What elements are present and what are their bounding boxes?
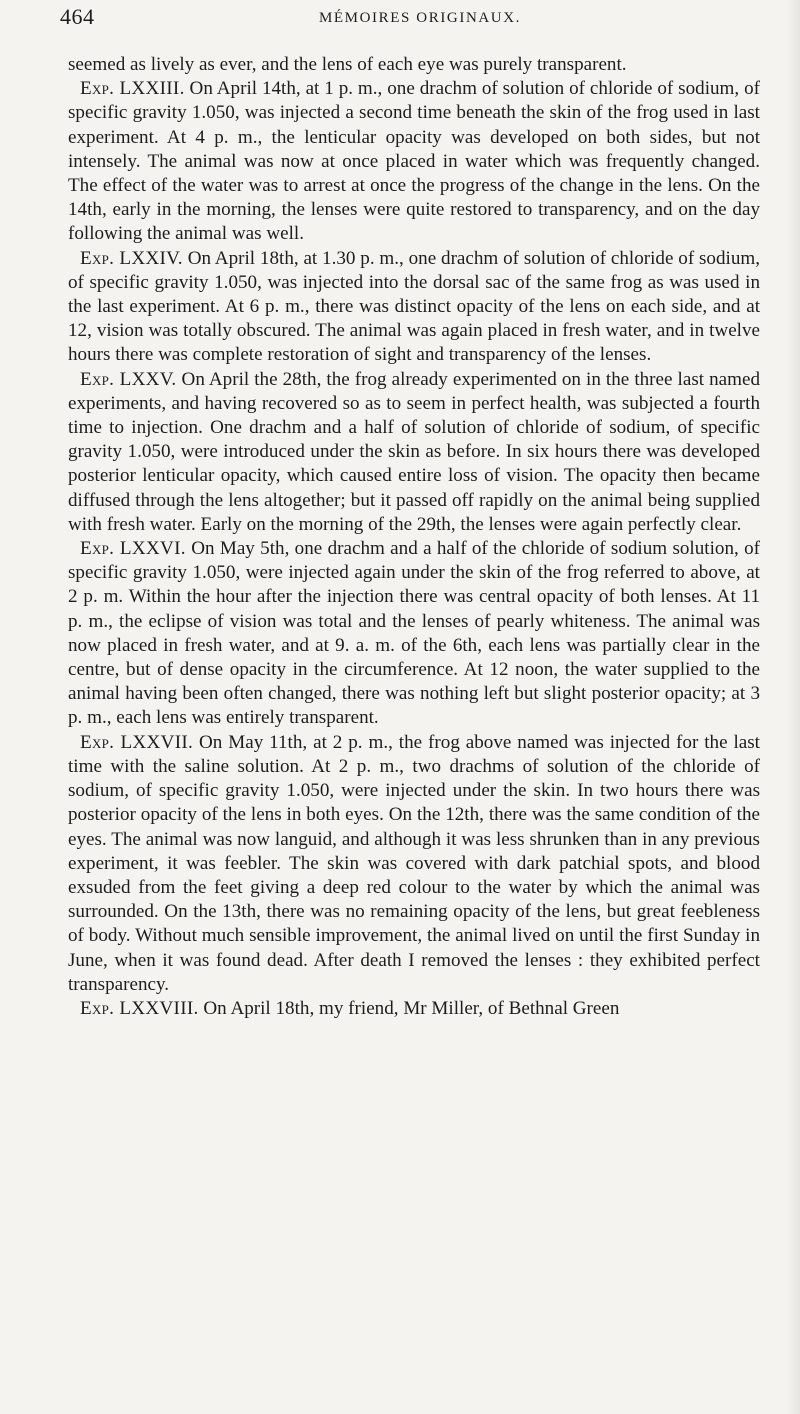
paragraph-continuation [68, 53, 760, 77]
paragraph-text: On April 14th, at 1 p. m., one drachm of solution of chloride of sodium, of specific gravity 1.050, was injected a second time beneath the skin of the frog used in last experiment. At 4 p. m., the lenticular opacity was developed on both sides, but not intensely. The animal was now at once placed in water which was frequently changed. The effect of the water was to arrest at once the progress of the change in the lens. On the 14th, early in the morning, the lenses were quite restored to transparency, and on the day following the animal was well. [68, 78, 760, 245]
paragraph-exp-73 [68, 77, 760, 246]
paragraph-text: On May 11th, at 2 p. m., the frog above named was injected for the last time with the saline solution. At 2 p. m., two drachms of solution of the chloride of sodium, of specific gravity 1.050, were injected under the skin. In two hours there was posterior opacity of the lens in both eyes. On the 12th, there was the same condition of the eyes. The animal was now languid, and although it was less shrunken than in any previous experiment, it was feebler. The skin was covered with dark patchial spots, and blood exsuded from the feet giving a deep red colour to the water by which the animal was surrounded. On the 13th, there was no remaining opacity of the lens, but great feebleness of body. Without much sensible improvement, the animal lived on until the first Sunday in June, when it was found dead. After death I removed the lenses : they exhibited perfect transparency. [68, 731, 760, 995]
experiment-label: Exp. LXXIV. [80, 247, 183, 269]
experiment-label: Exp. LXXVI. [80, 538, 186, 560]
paragraph-exp-76 [68, 537, 760, 731]
paragraph-exp-77 [68, 731, 760, 997]
running-title: MÉMOIRES ORIGINAUX. [318, 10, 522, 26]
page-number: 464 [60, 4, 95, 29]
body-text [68, 53, 760, 1021]
paragraph-exp-74 [68, 247, 760, 368]
experiment-label: Exp. LXXVII. [80, 731, 194, 753]
paragraph-exp-75 [68, 368, 760, 537]
page-edge-shadow [786, 0, 800, 1414]
paragraph-text: On April 18th, at 1.30 p. m., one drachm of solution of chloride of sodium, of specific gravity 1.050, was injected into the dorsal sac of the same frog as was used in the last experiment. At 6 p. m., there was distinct opacity of the lens on each side, and at 12, vision was totally obscured. The animal was again placed in fresh water, and in twelve hours there was complete restoration of sight and transparency of the lenses. [68, 247, 760, 366]
experiment-label: Exp. LXXVIII. [80, 997, 199, 1019]
paragraph-exp-78 [68, 997, 760, 1021]
running-head [60, 4, 760, 32]
paragraph-text: seemed as lively as ever, and the lens of each eye was purely transparent. [68, 54, 627, 75]
paragraph-text: On April the 28th, the frog already experimented on in the three last named experiments, and having recovered so as to seem in perfect health, was subjected a fourth time to injection. One drachm and a half of solution of chloride of sodium, of specific gravity 1.050, were introduced under the skin as before. In six hours there was developed posterior lenticular opacity, which caused entire loss of vision. The opacity then became diffused through the lens altogether; but it passed off rapidly on the animal being supplied with fresh water. Early on the morning of the 29th, the lenses were again perfectly clear. [68, 368, 761, 535]
paragraph-text: On April 18th, my friend, Mr Miller, of Bethnal Green [198, 997, 620, 1019]
paragraph-text: On May 5th, one drachm and a half of the chloride of sodium solution, of specific gravity 1.050, were injected again under the skin of the frog referred to above, at 2 p. m. Within the hour after the injection there was central opacity of both lenses. At 11 p. m., the eclipse of vision was total and the lenses of pearly whiteness. The animal was now placed in fresh water, and at 9. a. m. of the 6th, each lens was partially clear in the centre, but of dense opacity in the circumference. At 12 noon, the water supplied to the animal having been often changed, there was nothing left but slight posterior opacity; at 3 p. m., each lens was entirely transparent. [68, 538, 761, 729]
experiment-label: Exp. LXXV. [80, 368, 177, 390]
experiment-label: Exp. LXXIII. [80, 78, 185, 100]
